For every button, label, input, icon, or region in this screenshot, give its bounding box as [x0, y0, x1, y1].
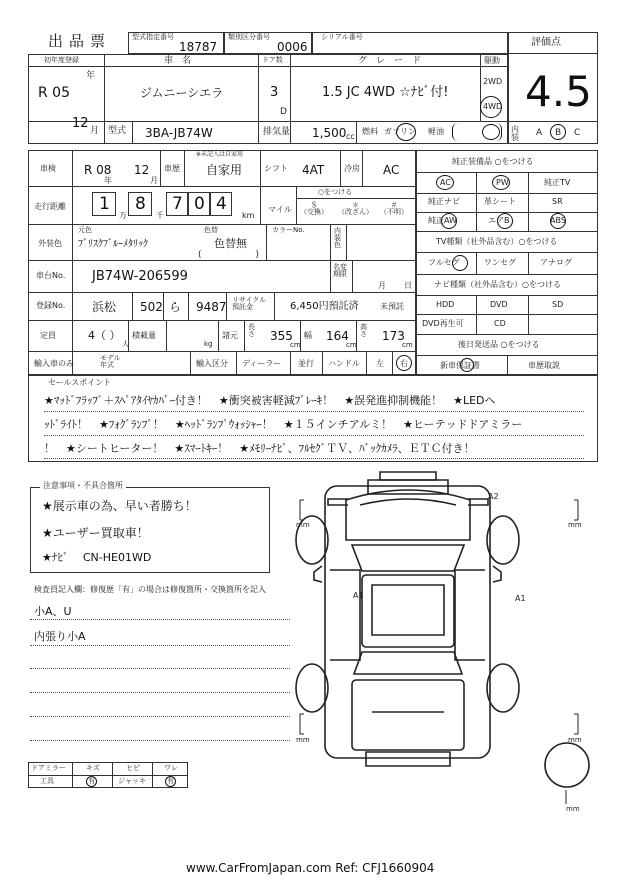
shift-type: 4AT — [302, 163, 325, 177]
type-spec-box: 型式指定番号 18787 — [128, 32, 224, 54]
tv-analog: アナログ — [540, 258, 572, 267]
ac-type: AC — [383, 163, 400, 177]
eq-tv: 純正TV — [544, 178, 571, 187]
drive-2wd: 2WD — [483, 77, 503, 86]
serial-box: シリアル番号 — [312, 32, 508, 54]
chassis-number: JB74W-206599 — [92, 269, 188, 284]
exterior-color: ﾌﾞﾘｽｸﾌﾞﾙｰﾒﾀﾘｯｸ — [78, 239, 148, 250]
spec-block — [28, 150, 416, 375]
eq-pw: PW — [496, 178, 509, 187]
eq-aw: 純正AW — [428, 216, 457, 225]
fuel-gasoline: ガソリン — [384, 127, 416, 136]
sales-line-2: ｯﾄﾞﾗｲﾄ！ ★ﾌｫｸﾞﾗﾝﾌﾟ！ ★ﾍｯﾄﾞﾗﾝﾌﾟｳｫｯｼｬｰ！ ★１５インチアルミ！ ★ヒーテッドドアミラー — [44, 418, 523, 431]
note-line-3: ★ﾅﾋﾞ CN-HE01WD — [42, 551, 152, 564]
sales-line-1: ★ﾏｯﾄﾞﾌﾗｯﾌﾟ＋ｽﾍﾟｱﾀｲﾔｶﾊﾞｰ付き！ ★衝突被害軽減ﾌﾞﾚｰｷ！ ★誤発進抑制機能！ ★LEDヘ — [44, 394, 496, 407]
note-line-2: ★ユーザー買取車！ — [42, 526, 149, 540]
score-label: 評価点 — [531, 37, 561, 48]
eq-abs: ABS — [550, 216, 566, 225]
first-reg-era: R 05 — [38, 85, 70, 101]
car-name: ジムニーシエラ — [140, 86, 224, 100]
mile-opt-tampered: ＊ （改ざん） — [338, 201, 373, 216]
damage-a1-right: A1 — [515, 594, 526, 603]
mileage-d5: 4 — [210, 192, 232, 216]
mileage-d2: 8 — [128, 192, 152, 216]
color-change: 色替無 — [214, 237, 247, 250]
form-title: 出品票 — [48, 32, 112, 50]
nav-cd: CD — [494, 319, 506, 328]
grade: 1.5 JC 4WD ☆ﾅﾋﾞ付! — [322, 85, 449, 100]
mileage-d1: 1 — [92, 192, 116, 216]
eq-airbag: エアB — [488, 216, 510, 225]
recycle-fee: 6,450円預託済 — [290, 301, 359, 312]
first-reg-month: 12 — [72, 116, 89, 131]
sales-line-3: ！ ★シートヒーター！ ★ｽﾏｰﾄｷｰ！ ★ﾒﾓﾘｰﾅﾋﾞ、ﾌﾙｾｸﾞＴＶ、ﾊﾞｯｸｶﾒﾗ、ＥＴＣ付き！ — [44, 442, 475, 455]
eq-ac: AC — [440, 178, 451, 187]
eq-sr: SR — [552, 197, 563, 206]
footer-reference: www.CarFromJapan.com Ref: CFJ1660904 — [186, 861, 435, 875]
later-warranty: 新車保証書 — [440, 361, 480, 370]
inspector-line-1: 小A、U — [34, 605, 72, 618]
usage-type: 自家用 — [206, 163, 243, 177]
model-code: 3BA-JB74W — [145, 126, 213, 140]
tv-fullseg: フルセグ — [428, 258, 460, 267]
height: 173 — [382, 329, 405, 343]
plate-class: 502 — [140, 300, 163, 314]
shaken-era: R 08 — [84, 163, 112, 177]
inspector-label: 検査員記入欄：修復歴「有」の場合は修復箇所・交換箇所を記入 — [34, 585, 266, 594]
sales-label: セールスポイント — [48, 378, 112, 387]
capacity: 4（ ） — [88, 329, 121, 342]
shaken-month: 12 — [134, 163, 150, 177]
door-count: 3 — [270, 85, 279, 100]
eq-leather: 革シート — [484, 197, 516, 206]
class-number: 0006 — [277, 40, 308, 54]
mileage-d3: 7 — [166, 192, 188, 216]
eq-navi: 純正ナビ — [428, 197, 460, 206]
mileage-d4: 0 — [188, 192, 210, 216]
type-spec-number: 18787 — [179, 40, 218, 54]
plate-kana: ら — [169, 300, 182, 314]
length: 355 — [270, 329, 293, 343]
class-number-box: 類別区分番号 0006 — [224, 32, 312, 54]
note-line-1: ★展示車の為、早い者勝ち！ — [42, 499, 197, 513]
nav-dvd: DVD — [490, 300, 508, 309]
inspector-line-2: 内張り小A — [34, 630, 86, 643]
mile-opt-unknown: ＃ （不明） — [380, 201, 408, 216]
nav-dvd-play: DVD再生可 — [422, 319, 464, 328]
damage-a1-left: A1 — [353, 591, 364, 600]
fuel-circle — [396, 123, 416, 141]
plate-number: 9487 — [196, 300, 227, 314]
nav-sd: SD — [552, 300, 564, 309]
notes-label: 注意事項・不具合箇所 — [40, 482, 126, 490]
displacement: 1,500 — [312, 126, 347, 140]
jack-present: 有 — [167, 777, 174, 785]
tv-oneseg: ワンセグ — [484, 258, 516, 267]
later-manual: 車歴取説 — [528, 361, 560, 370]
score-value: 4.5 — [525, 67, 592, 116]
width: 164 — [326, 329, 349, 343]
damage-a2: A2 — [488, 492, 499, 501]
nav-hdd: HDD — [436, 300, 455, 309]
tools-present: 有 — [88, 777, 95, 785]
mile-opt-exchanged: ＄ （交換） — [300, 201, 328, 216]
plate-area: 浜松 — [92, 300, 117, 314]
